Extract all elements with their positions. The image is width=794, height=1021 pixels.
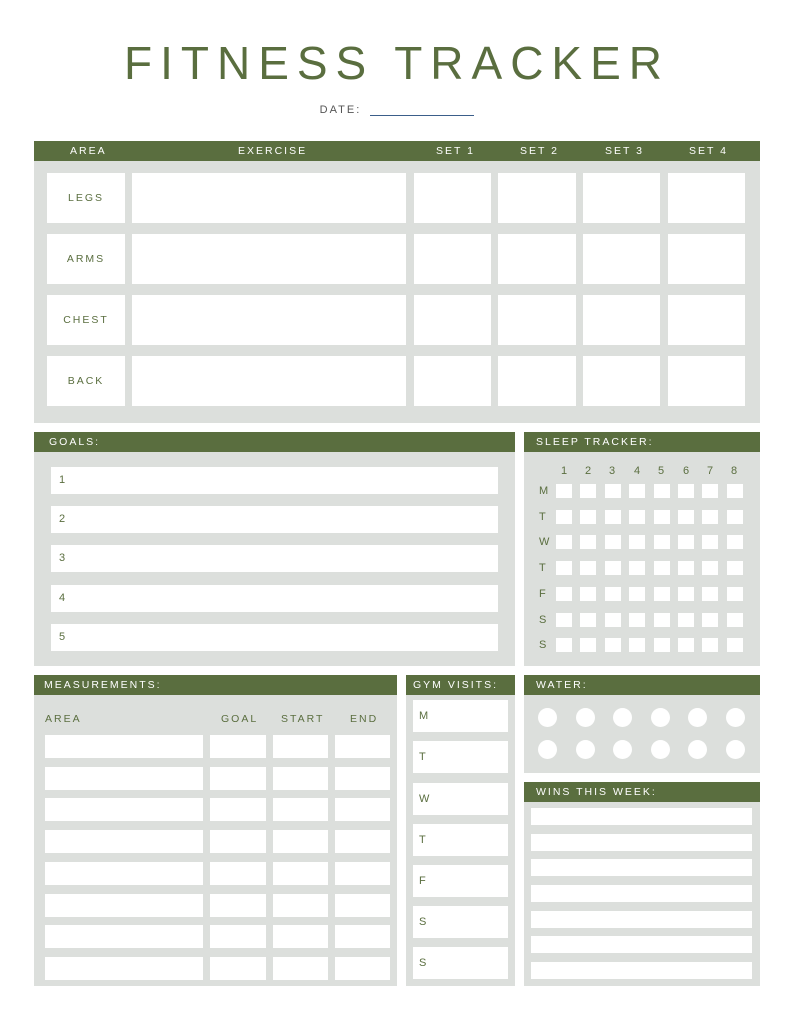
measure-area-input[interactable] [45, 798, 203, 821]
header-area: AREA [70, 145, 107, 157]
measure-end-input[interactable] [335, 767, 390, 790]
sleep-checkbox[interactable] [654, 613, 670, 627]
sleep-day-label: T [539, 562, 546, 575]
set-1-input[interactable] [414, 234, 491, 284]
header-set-3: SET 3 [605, 145, 644, 157]
set-4-input[interactable] [668, 234, 745, 284]
measure-area-input[interactable] [45, 767, 203, 790]
sleep-checkbox[interactable] [678, 587, 694, 601]
sleep-checkbox[interactable] [727, 561, 743, 575]
sleep-checkbox[interactable] [580, 535, 596, 549]
sleep-checkbox[interactable] [580, 561, 596, 575]
measurements-title: MEASUREMENTS: [44, 679, 162, 691]
area-label: BACK [67, 375, 105, 387]
sleep-checkbox[interactable] [556, 587, 572, 601]
sleep-checkbox[interactable] [702, 510, 718, 524]
measure-goal-input[interactable] [210, 925, 266, 948]
hour-label: 1 [561, 465, 568, 477]
day-label: T [419, 751, 426, 763]
win-input[interactable] [531, 859, 752, 876]
measure-area-input[interactable] [45, 862, 203, 885]
gym-day-input[interactable] [413, 824, 508, 856]
measure-start-input[interactable] [273, 735, 328, 758]
hour-label: 2 [585, 465, 592, 477]
sleep-checkbox[interactable] [556, 638, 572, 652]
hour-label: 5 [658, 465, 665, 477]
sleep-checkbox[interactable] [702, 484, 718, 498]
set-1-input[interactable] [414, 173, 491, 223]
measure-end-input[interactable] [335, 957, 390, 980]
hour-label: 4 [634, 465, 641, 477]
sleep-checkbox[interactable] [629, 638, 645, 652]
col-goal: GOAL [221, 713, 259, 725]
day-label: S [419, 916, 427, 928]
gym-visits-title: GYM VISITS: [413, 679, 499, 691]
sleep-checkbox[interactable] [605, 613, 621, 627]
measure-area-input[interactable] [45, 735, 203, 758]
sleep-checkbox[interactable] [580, 510, 596, 524]
sleep-checkbox[interactable] [605, 587, 621, 601]
sleep-panel [524, 452, 760, 666]
sleep-checkbox[interactable] [605, 535, 621, 549]
day-label: W [419, 793, 430, 805]
goal-input-1[interactable] [51, 467, 498, 494]
water-glass[interactable] [576, 708, 595, 727]
measure-end-input[interactable] [335, 894, 390, 917]
exercise-input[interactable] [132, 234, 406, 284]
sleep-checkbox[interactable] [654, 535, 670, 549]
sleep-checkbox[interactable] [678, 510, 694, 524]
water-glass[interactable] [613, 740, 632, 759]
measure-area-input[interactable] [45, 830, 203, 853]
set-3-input[interactable] [583, 234, 660, 284]
sleep-checkbox[interactable] [629, 587, 645, 601]
sleep-checkbox[interactable] [654, 484, 670, 498]
exercise-input[interactable] [132, 295, 406, 345]
gym-visits-header [406, 675, 515, 695]
goal-input-2[interactable] [51, 506, 498, 533]
water-glass[interactable] [651, 708, 670, 727]
set-4-input[interactable] [668, 356, 745, 406]
win-input[interactable] [531, 834, 752, 851]
sleep-checkbox[interactable] [605, 638, 621, 652]
header-exercise: EXERCISE [238, 145, 308, 157]
sleep-checkbox[interactable] [629, 510, 645, 524]
sleep-checkbox[interactable] [556, 613, 572, 627]
day-label: F [419, 875, 426, 887]
date-row [0, 104, 794, 116]
sleep-checkbox[interactable] [580, 484, 596, 498]
sleep-checkbox[interactable] [654, 587, 670, 601]
sleep-day-label: T [539, 510, 546, 523]
gym-day-input[interactable] [413, 906, 508, 938]
measure-goal-input[interactable] [210, 767, 266, 790]
set-2-input[interactable] [498, 295, 576, 345]
col-start: START [281, 713, 325, 725]
win-input[interactable] [531, 911, 752, 928]
sleep-checkbox[interactable] [580, 638, 596, 652]
sleep-checkbox[interactable] [727, 510, 743, 524]
day-label: M [419, 710, 429, 722]
date-input[interactable] [370, 104, 474, 116]
area-cell-arms [47, 234, 125, 284]
col-area: AREA [45, 713, 82, 725]
set-1-input[interactable] [414, 295, 491, 345]
goal-input-3[interactable] [51, 545, 498, 572]
date-label: DATE: [319, 104, 362, 116]
sleep-day-label: F [539, 587, 546, 600]
water-glass[interactable] [726, 740, 745, 759]
header-set-2: SET 2 [520, 145, 559, 157]
area-cell-back [47, 356, 125, 406]
header-set-4: SET 4 [689, 145, 728, 157]
measure-end-input[interactable] [335, 830, 390, 853]
measure-start-input[interactable] [273, 957, 328, 980]
goal-number: 4 [59, 592, 66, 604]
day-label: T [419, 834, 426, 846]
water-glass[interactable] [613, 708, 632, 727]
wins-title: WINS THIS WEEK: [536, 786, 657, 798]
sleep-checkbox[interactable] [556, 484, 572, 498]
measure-start-input[interactable] [273, 862, 328, 885]
gym-day-input[interactable] [413, 700, 508, 732]
set-4-input[interactable] [668, 173, 745, 223]
set-3-input[interactable] [583, 295, 660, 345]
sleep-day-label: M [539, 485, 549, 497]
gym-visits-panel [406, 695, 515, 986]
goals-title: GOALS: [49, 436, 101, 448]
area-cell-chest [47, 295, 125, 345]
area-label: CHEST [63, 314, 109, 326]
sleep-checkbox[interactable] [678, 561, 694, 575]
set-2-input[interactable] [498, 356, 576, 406]
header-set-1: SET 1 [436, 145, 475, 157]
goal-number: 5 [59, 631, 66, 643]
sleep-checkbox[interactable] [678, 613, 694, 627]
sleep-checkbox[interactable] [605, 510, 621, 524]
measure-goal-input[interactable] [210, 735, 266, 758]
measure-start-input[interactable] [273, 894, 328, 917]
sleep-checkbox[interactable] [702, 613, 718, 627]
goals-header [34, 432, 515, 452]
measure-end-input[interactable] [335, 925, 390, 948]
sleep-checkbox[interactable] [678, 484, 694, 498]
water-glass[interactable] [688, 740, 707, 759]
measure-start-input[interactable] [273, 767, 328, 790]
measure-goal-input[interactable] [210, 957, 266, 980]
measure-goal-input[interactable] [210, 862, 266, 885]
win-input[interactable] [531, 885, 752, 902]
sleep-checkbox[interactable] [654, 510, 670, 524]
sleep-checkbox[interactable] [727, 613, 743, 627]
water-panel [524, 695, 760, 773]
sleep-checkbox[interactable] [727, 587, 743, 601]
sleep-checkbox[interactable] [654, 638, 670, 652]
sleep-checkbox[interactable] [727, 638, 743, 652]
measure-start-input[interactable] [273, 925, 328, 948]
sleep-checkbox[interactable] [702, 561, 718, 575]
measure-start-input[interactable] [273, 798, 328, 821]
water-header [524, 675, 760, 695]
wins-header [524, 782, 760, 802]
sleep-day-label: S [539, 639, 547, 652]
win-input[interactable] [531, 936, 752, 953]
goal-number: 3 [59, 552, 66, 564]
sleep-checkbox[interactable] [605, 561, 621, 575]
sleep-day-label: S [539, 613, 547, 626]
measure-end-input[interactable] [335, 798, 390, 821]
area-label: ARMS [66, 253, 106, 265]
sleep-checkbox[interactable] [580, 613, 596, 627]
sleep-day-label: W [539, 536, 550, 549]
page-title: FITNESS TRACKER [124, 37, 670, 89]
goals-panel [34, 452, 515, 666]
sleep-checkbox[interactable] [629, 613, 645, 627]
sleep-checkbox[interactable] [702, 638, 718, 652]
area-label: LEGS [67, 192, 104, 204]
set-2-input[interactable] [498, 234, 576, 284]
exercise-input[interactable] [132, 356, 406, 406]
set-3-input[interactable] [583, 173, 660, 223]
measurements-panel [34, 695, 397, 986]
gym-day-input[interactable] [413, 947, 508, 979]
hour-label: 7 [707, 465, 714, 477]
sleep-checkbox[interactable] [702, 587, 718, 601]
sleep-checkbox[interactable] [678, 535, 694, 549]
water-glass[interactable] [651, 740, 670, 759]
win-input[interactable] [531, 962, 752, 979]
set-4-input[interactable] [668, 295, 745, 345]
sleep-checkbox[interactable] [556, 510, 572, 524]
measure-area-input[interactable] [45, 925, 203, 948]
day-label: S [419, 957, 427, 969]
sleep-checkbox[interactable] [580, 587, 596, 601]
water-glass[interactable] [538, 740, 557, 759]
water-title: WATER: [536, 679, 588, 691]
sleep-header [524, 432, 760, 452]
hour-label: 3 [609, 465, 616, 477]
measure-area-input[interactable] [45, 894, 203, 917]
sleep-checkbox[interactable] [727, 484, 743, 498]
goal-number: 2 [59, 513, 66, 525]
water-glass[interactable] [688, 708, 707, 727]
hour-label: 8 [731, 465, 738, 477]
exercise-input[interactable] [132, 173, 406, 223]
set-1-input[interactable] [414, 356, 491, 406]
measure-goal-input[interactable] [210, 894, 266, 917]
gym-day-input[interactable] [413, 741, 508, 773]
sleep-checkbox[interactable] [678, 638, 694, 652]
measure-goal-input[interactable] [210, 798, 266, 821]
measure-end-input[interactable] [335, 735, 390, 758]
measure-goal-input[interactable] [210, 830, 266, 853]
set-2-input[interactable] [498, 173, 576, 223]
sleep-checkbox[interactable] [727, 535, 743, 549]
measure-end-input[interactable] [335, 862, 390, 885]
water-glass[interactable] [576, 740, 595, 759]
sleep-checkbox[interactable] [629, 561, 645, 575]
gym-day-input[interactable] [413, 783, 508, 815]
sleep-checkbox[interactable] [605, 484, 621, 498]
set-3-input[interactable] [583, 356, 660, 406]
sleep-checkbox[interactable] [556, 561, 572, 575]
water-glass[interactable] [538, 708, 557, 727]
gym-day-input[interactable] [413, 865, 508, 897]
measure-area-input[interactable] [45, 957, 203, 980]
sleep-checkbox[interactable] [629, 535, 645, 549]
measurements-header [34, 675, 397, 695]
sleep-checkbox[interactable] [629, 484, 645, 498]
goal-number: 1 [59, 474, 66, 486]
water-glass[interactable] [726, 708, 745, 727]
exercise-table [34, 161, 760, 423]
sleep-checkbox[interactable] [556, 535, 572, 549]
measure-start-input[interactable] [273, 830, 328, 853]
win-input[interactable] [531, 808, 752, 825]
goal-input-4[interactable] [51, 585, 498, 612]
sleep-checkbox[interactable] [654, 561, 670, 575]
sleep-checkbox[interactable] [702, 535, 718, 549]
area-cell-legs [47, 173, 125, 223]
wins-panel [524, 802, 760, 986]
exercise-table-header [34, 141, 760, 161]
hour-label: 6 [683, 465, 690, 477]
goal-input-5[interactable] [51, 624, 498, 651]
sleep-title: SLEEP TRACKER: [536, 436, 654, 448]
col-end: END [350, 713, 379, 725]
